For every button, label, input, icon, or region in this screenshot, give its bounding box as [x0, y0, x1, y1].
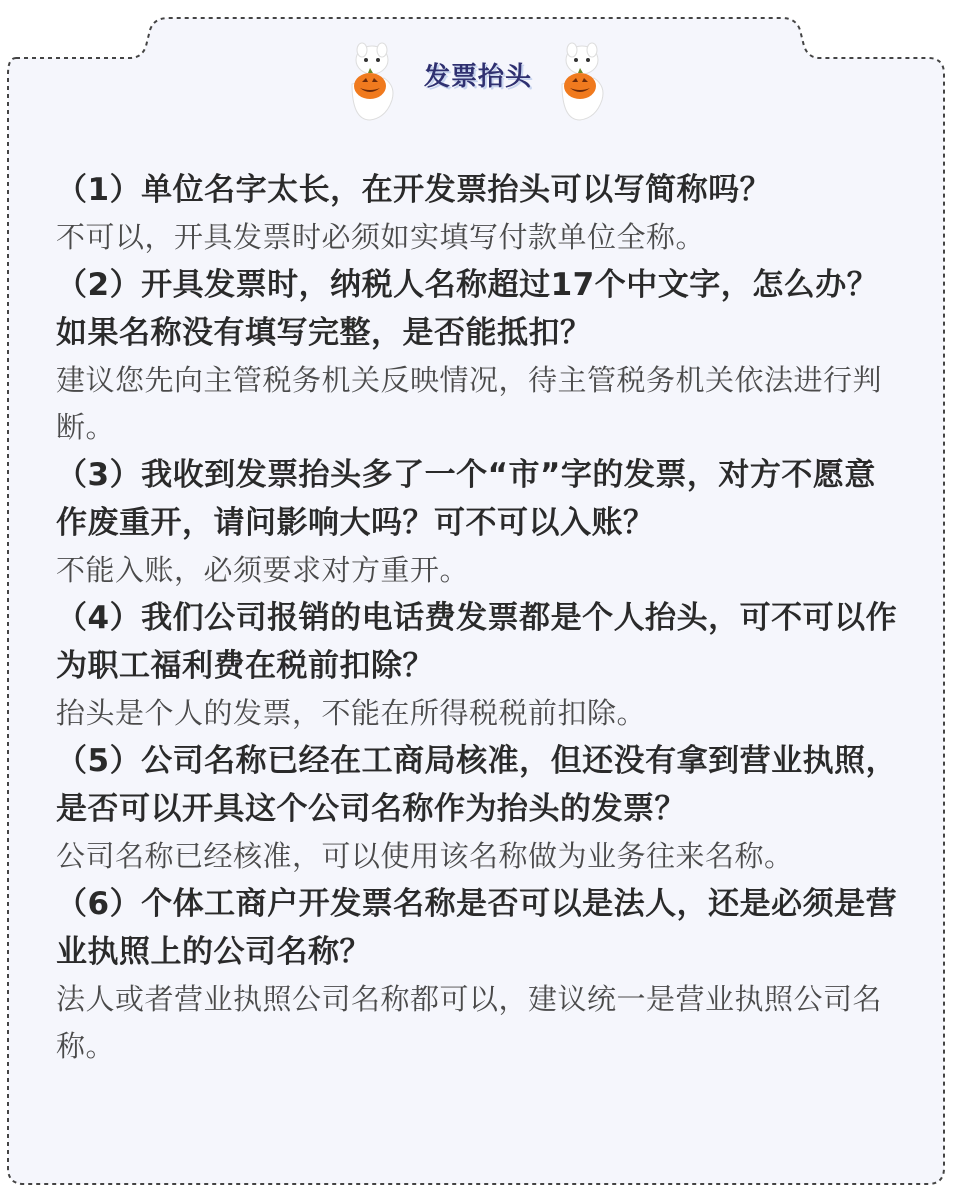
- answer-2: 建议您先向主管税务机关反映情况，待主管税务机关依法进行判断。: [56, 363, 883, 444]
- answer-3: 不能入账，必须要求对方重开。: [56, 553, 470, 587]
- answer-4: 抬头是个人的发票，不能在所得税税前扣除。: [56, 696, 647, 730]
- pumpkin-ghost-icon: [550, 38, 614, 122]
- faq-item-4: [56, 594, 906, 737]
- faq-item-6: [56, 880, 906, 1070]
- pumpkin-ghost-icon: [340, 38, 404, 122]
- answer-1: 不可以，开具发票时必须如实填写付款单位全称。: [56, 220, 706, 254]
- page-title: 发票抬头: [423, 62, 532, 92]
- question-1: （1）单位名字太长，在开发票抬头可以写简称吗？: [56, 172, 772, 208]
- question-5: （5）公司名称已经在工商局核准，但还没有拿到营业执照，是否可以开具这个公司名称作为抬头的发票？: [56, 743, 898, 827]
- faq-item-2: [56, 261, 906, 451]
- faq-item-5: [56, 737, 906, 880]
- title-banner: [340, 38, 620, 122]
- faq-item-3: [56, 451, 906, 594]
- question-3: （3）我收到发票抬头多了一个“市”字的发票，对方不愿意作废重开，请问影响大吗？可不可以入账？: [56, 457, 876, 541]
- answer-6: 法人或者营业执照公司名称都可以，建议统一是营业执照公司名称。: [56, 982, 883, 1063]
- question-2: （2）开具发票时，纳税人名称超过17个中文字，怎么办？如果名称没有填写完整，是否能抵扣？: [56, 267, 879, 351]
- faq-item-1: [56, 166, 906, 261]
- faq-list: [56, 166, 906, 1070]
- answer-5: 公司名称已经核准，可以使用该名称做为业务往来名称。: [56, 839, 794, 873]
- question-4: （4）我们公司报销的电话费发票都是个人抬头，可不可以作为职工福利费在税前扣除？: [56, 600, 898, 684]
- question-6: （6）个体工商户开发票名称是否可以是法人，还是必须是营业执照上的公司名称？: [56, 886, 898, 970]
